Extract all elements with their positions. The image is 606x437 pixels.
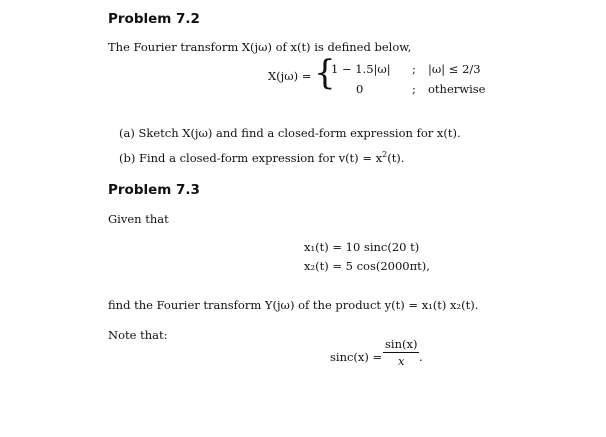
sinc-denominator: x xyxy=(397,354,405,368)
piecewise-case2-sep: ; xyxy=(412,82,416,96)
piecewise-case1-cond: |ω| ≤ 2/3 xyxy=(428,62,481,76)
problem-7-3-note: Note that: xyxy=(108,328,168,342)
problem-7-2-heading: Problem 7.2 xyxy=(108,11,200,27)
piecewise-case1-sep: ; xyxy=(412,62,416,76)
sinc-fraction xyxy=(383,337,419,368)
sinc-lhs: sinc(x) = xyxy=(330,350,383,364)
problem-7-2-part-b xyxy=(119,150,404,165)
piecewise-case2-cond: otherwise xyxy=(428,82,486,96)
problem-7-3-given: Given that xyxy=(108,212,169,226)
part-b-suffix: (t). xyxy=(387,151,405,165)
equation-x2: x₂(t) = 5 cos(2000πt), xyxy=(304,259,430,273)
piecewise-case2-expr: 0 xyxy=(356,82,364,96)
problem-7-2-intro: The Fourier transform X(jω) of x(t) is defined below, xyxy=(108,40,412,54)
piecewise-lhs: X(jω) = xyxy=(268,69,312,83)
sinc-period: . xyxy=(419,350,423,364)
problem-7-3-heading: Problem 7.3 xyxy=(108,182,200,198)
equation-x1: x₁(t) = 10 sinc(20 t) xyxy=(304,240,420,254)
sinc-numerator: sin(x) xyxy=(385,337,418,351)
part-b-superscript: 2 xyxy=(382,150,388,159)
problem-7-2-part-a: (a) Sketch X(jω) and find a closed-form expression for x(t). xyxy=(119,126,461,140)
part-b-prefix: (b) Find a closed-form expression for v(t) = x xyxy=(119,151,383,165)
problem-7-3-find: find the Fourier transform Y(jω) of the product y(t) = x₁(t) x₂(t). xyxy=(108,298,479,312)
piecewise-brace: { xyxy=(314,53,336,93)
piecewise-case1-expr: 1 − 1.5|ω| xyxy=(331,62,391,76)
